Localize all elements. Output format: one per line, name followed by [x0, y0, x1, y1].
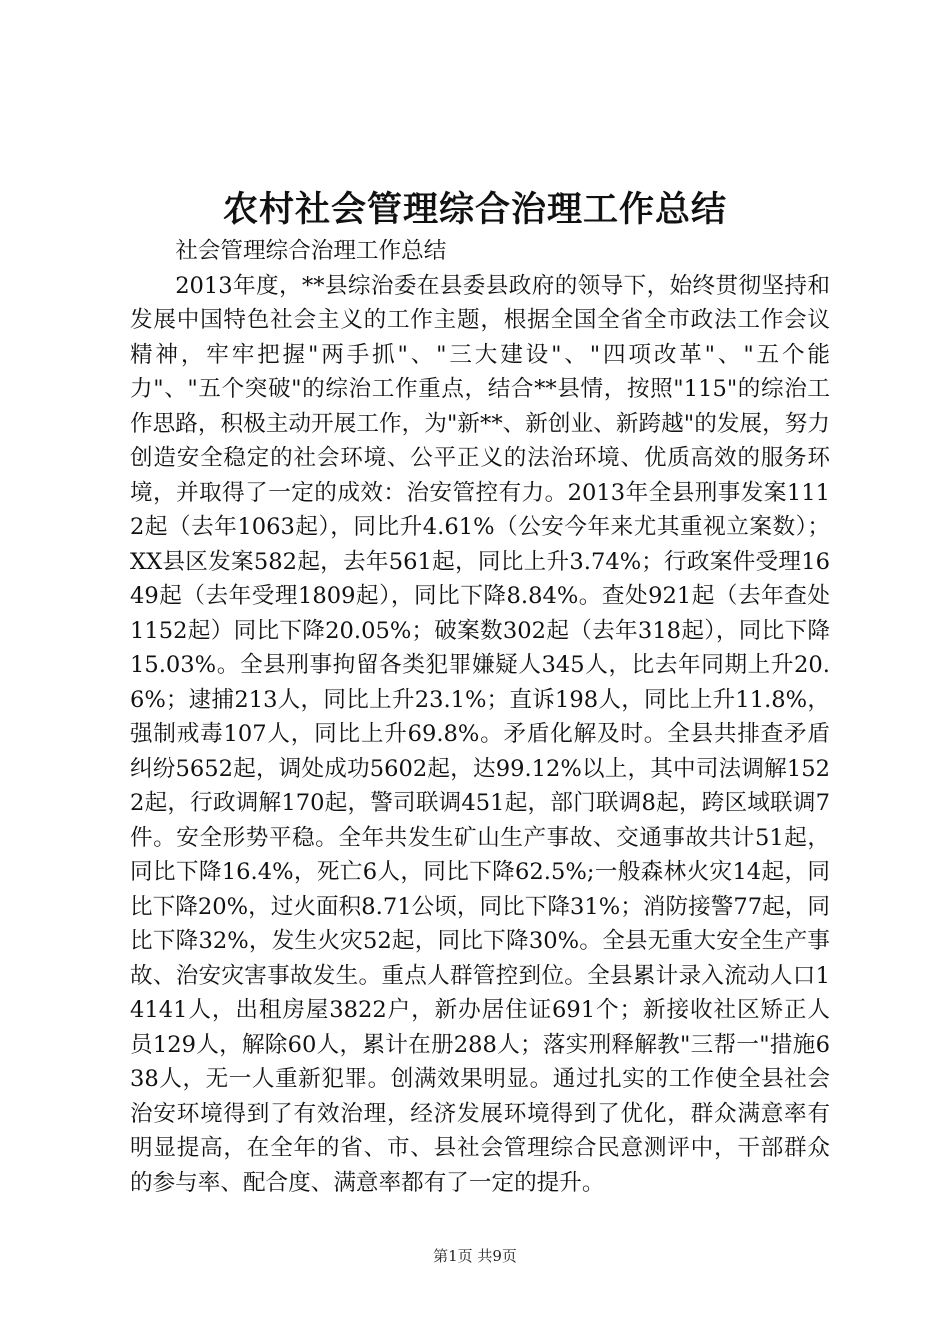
document-body [130, 234, 830, 1200]
document-subtitle-paragraph: 社会管理综合治理工作总结 [175, 238, 447, 264]
page-number-footer: 第1页 共9页 [433, 1247, 517, 1265]
document-main-paragraph: 2013年度，**县综治委在县委县政府的领导下，始终贯彻坚持和发展中国特色社会主义的工作主题，根据全国全省全市政法工作会议精神，牢牢把握"两手抓"、"三大建设"、"四项改革"、"五个能力"、"五个突破"的综治工作重点，结合**县情，按照"115"的综治工作思路，积极主动开展工作，为"新**、新创业、新跨越"的发展，努力创造安全稳定的社会环境、公平正义的法治环境、优质高效的服务环境，并取得了一定的成效：治安管控有力。2013年全县刑事发案1112起（去年1063起），同比升4.61%（公安今年来尤其重视立案数）；XX县区发案582起，去年561起，同比上升3.74%；行政案件受理1649起（去年受理1809起），同比下降8.84%。查处921起（去年查处1152起）同比下降20.05%；破案数302起（去年318起），同比下降15.03%。全县刑事拘留各类犯罪嫌疑人345人，比去年同期上升20.6%；逮捕213人，同比上升23.1%；直诉198人，同比上升11.8%，强制戒毒107人，同比上升69.8%。矛盾化解及时。全县共排查矛盾纠纷5652起，调处成功5602起，达99.12%以上，其中司法调解1522起，行政调解170起，警司联调451起，部门联调8起，跨区域联调7件。安全形势平稳。全年共发生矿山生产事故、交通事故共计51起，同比下降16.4%，死亡6人，同比下降62.5%;一般森林火灾14起，同比下降20%，过火面积8.71公顷，同比下降31%；消防接警77起，同比下降32%，发生火灾52起，同比下降30%。全县无重大安全生产事故、治安灾害事故发生。重点人群管控到位。全县累计录入流动人口14141人，出租房屋3822户，新办居住证691个；新接收社区矫正人员129人，解除60人，累计在册288人；落实刑释解教"三帮一"措施638人，无一人重新犯罪。创满效果明显。通过扎实的工作使全县社会治安环境得到了有效治理，经济发展环境得到了优化，群众满意率有明显提高，在全年的省、市、县社会管理综合民意测评中，干部群众的参与率、配合度、满意率都有了一定的提升。 [130, 272, 830, 1196]
document-title: 农村社会管理综合治理工作总结 [222, 189, 727, 230]
